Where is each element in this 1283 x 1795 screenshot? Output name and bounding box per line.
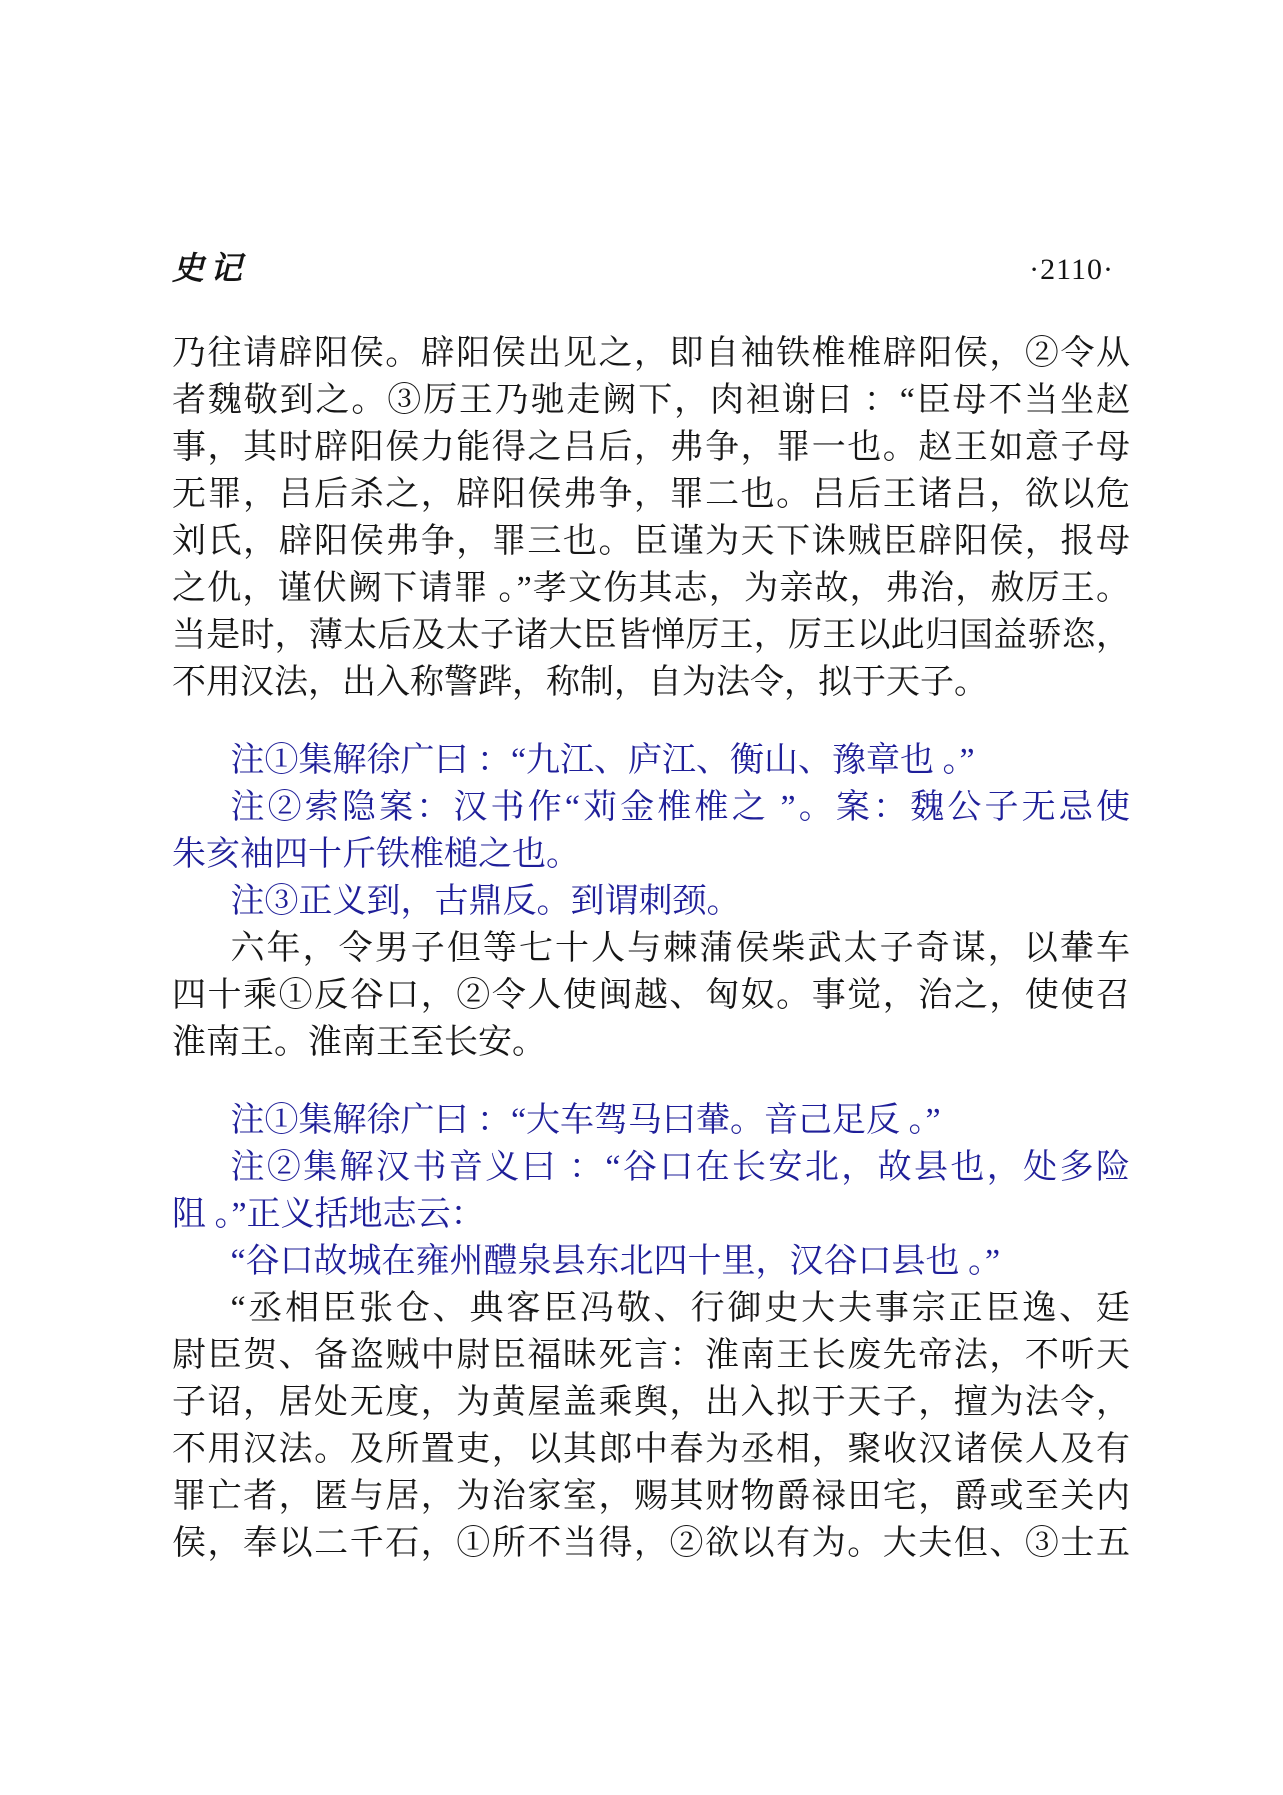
body-text-line: 六年，令男子但等七十人与棘蒲侯柴武太子奇谋，以輂车 <box>230 930 1130 967</box>
annotation-line: 阻 。”正义括地志云： <box>172 1196 485 1233</box>
body-text-line: 不用汉法，出入称警跸，称制，自为法令，拟于天子。 <box>172 664 988 701</box>
body-text-line: 当是时，薄太后及太子诸大臣皆惮厉王，厉王以此归国益骄恣， <box>172 617 1130 654</box>
annotation-line: 注②索隐案：汉书作“苅金椎椎之 ”。案：魏公子无忌使 <box>230 789 1130 826</box>
annotation-line: 注①集解徐广曰 ：“大车驾马曰輂。音己足反 。” <box>230 1102 941 1139</box>
body-text-line: 子诏，居处无度，为黄屋盖乘舆，出入拟于天子，擅为法令， <box>172 1384 1130 1421</box>
annotation-line: 注①集解徐广曰 ：“九江、庐江、衡山、豫章也 。” <box>230 742 975 779</box>
body-text-line: 罪亡者，匿与居，为治家室，赐其财物爵禄田宅，爵或至关内 <box>172 1478 1130 1515</box>
body-text-line: 侯，奉以二千石，①所不当得，②欲以有为。大夫但、③士五 <box>172 1525 1130 1562</box>
book-title: 史记 <box>172 250 249 286</box>
body-text-line: 尉臣贺、备盗贼中尉臣福昧死言：淮南王长废先帝法，不听天 <box>172 1337 1130 1374</box>
body-text-line: 淮南王。淮南王至长安。 <box>172 1024 546 1061</box>
page-number: ·2110· <box>1029 253 1114 286</box>
body-text-line: 刘氏，辟阳侯弗争，罪三也。臣谨为天下诛贼臣辟阳侯，报母 <box>172 523 1130 560</box>
body-text-line: 不用汉法。及所置吏，以其郎中春为丞相，聚收汉诸侯人及有 <box>172 1431 1130 1468</box>
body-text-line: “丞相臣张仓、典客臣冯敬、行御史大夫事宗正臣逸、廷 <box>230 1290 1130 1327</box>
annotation-line: “谷口故城在雍州醴泉县东北四十里，汉谷口县也 。” <box>230 1243 1001 1280</box>
annotation-line: 朱亥袖四十斤铁椎槌之也。 <box>172 836 580 873</box>
annotation-line: 注②集解汉书音义曰 ：“谷口在长安北，故县也，处多险 <box>230 1149 1130 1186</box>
body-text-line: 无罪，吕后杀之，辟阳侯弗争，罪二也。吕后王诸吕，欲以危 <box>172 476 1130 513</box>
body-text-line: 事，其时辟阳侯力能得之吕后，弗争，罪一也。赵王如意子母 <box>172 429 1130 466</box>
page-header <box>172 243 1130 289</box>
annotation-line: 注③正义到，古鼎反。到谓刺颈。 <box>230 883 741 920</box>
body-text-line: 乃往请辟阳侯。辟阳侯出见之，即自袖铁椎椎辟阳侯，②令从 <box>172 335 1130 372</box>
body-text-line: 者魏敬到之。③厉王乃驰走阙下，肉袒谢曰 ：“臣母不当坐赵 <box>172 382 1130 419</box>
body-text-line: 之仇，谨伏阙下请罪 。”孝文伤其志，为亲故，弗治，赦厉王。 <box>172 570 1130 607</box>
page-body <box>172 330 1130 1567</box>
body-text-line: 四十乘①反谷口，②令人使闽越、匈奴。事觉，治之，使使召 <box>172 977 1130 1014</box>
